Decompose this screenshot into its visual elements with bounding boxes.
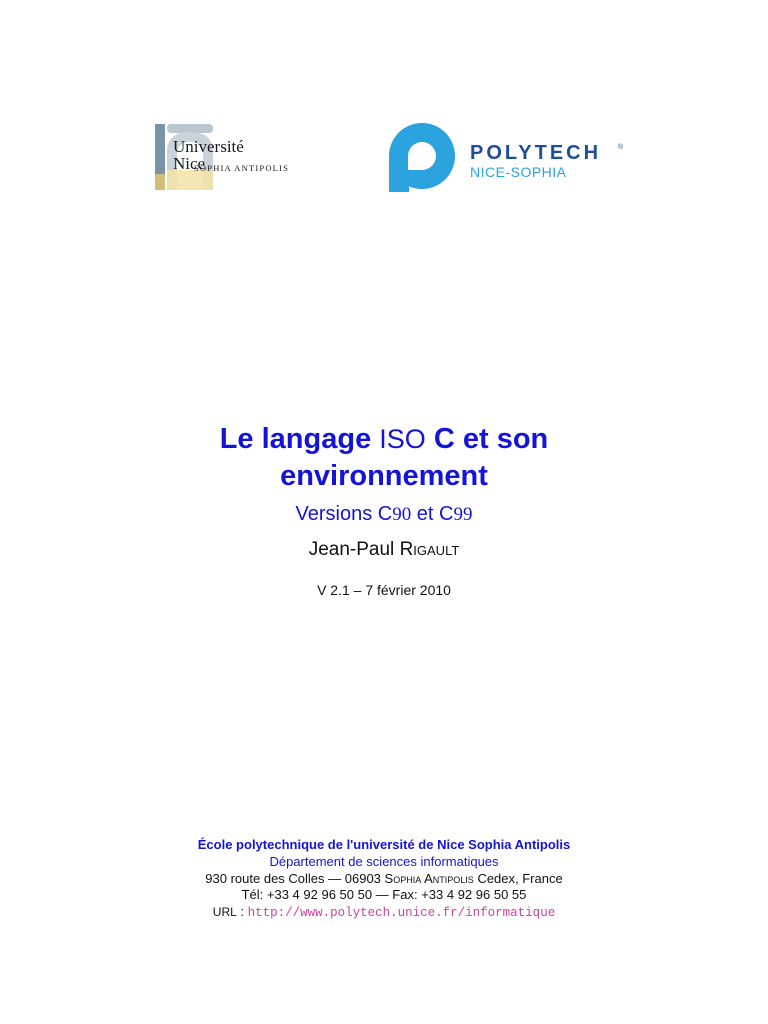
school-name: École polytechnique de l'université de Nice Sophia Antipolis: [197, 837, 571, 852]
polytech-emblem-icon: [386, 120, 462, 192]
subtitle-mid: et C: [411, 503, 454, 525]
url-label: URL: [212, 905, 237, 919]
nice-text: Nice: [173, 154, 206, 173]
department-name: Département de sciences informatiques: [269, 854, 499, 869]
url-line: [0, 903, 768, 922]
author-first-name: Jean-Paul: [308, 539, 395, 560]
document-title-line1: [0, 421, 768, 457]
address-prefix: 930 route des Colles — 06903: [205, 871, 381, 886]
author-last-name: Rigault: [399, 539, 460, 560]
nice-sophia-text: NICE-SOPHIA: [470, 164, 567, 180]
version-date: V 2.1 – 7 février 2010: [317, 582, 451, 598]
subtitle-prefix: Versions C: [295, 503, 393, 525]
title-part1: Le langage: [219, 423, 372, 455]
website-link[interactable]: http://www.polytech.unice.fr/informatique: [247, 906, 556, 920]
address-city: Sophia Antipolis: [384, 871, 474, 886]
phone-fax: Tél: +33 4 92 96 50 50 — Fax: +33 4 92 96 50 55: [241, 887, 527, 902]
registered-mark: ®: [618, 144, 624, 151]
title-part2: C et son: [433, 423, 549, 455]
universite-nice-logo: [154, 122, 336, 192]
document-subtitle: [0, 503, 768, 526]
polytech-name: POLYTECH: [470, 142, 602, 164]
subtitle-version-1: 90: [392, 504, 412, 525]
polytech-logo: [386, 120, 626, 192]
title-iso: ISO: [379, 424, 426, 454]
url-separator: :: [236, 904, 248, 919]
universite-text: Université: [173, 137, 244, 156]
subtitle-version-2: 99: [453, 504, 473, 525]
address-suffix: Cedex, France: [477, 871, 563, 886]
document-title-line2: environnement: [280, 460, 488, 492]
sophia-antipolis-text: SOPHIA ANTIPOLIS: [194, 163, 290, 173]
author: [0, 539, 768, 561]
address: [0, 870, 768, 887]
